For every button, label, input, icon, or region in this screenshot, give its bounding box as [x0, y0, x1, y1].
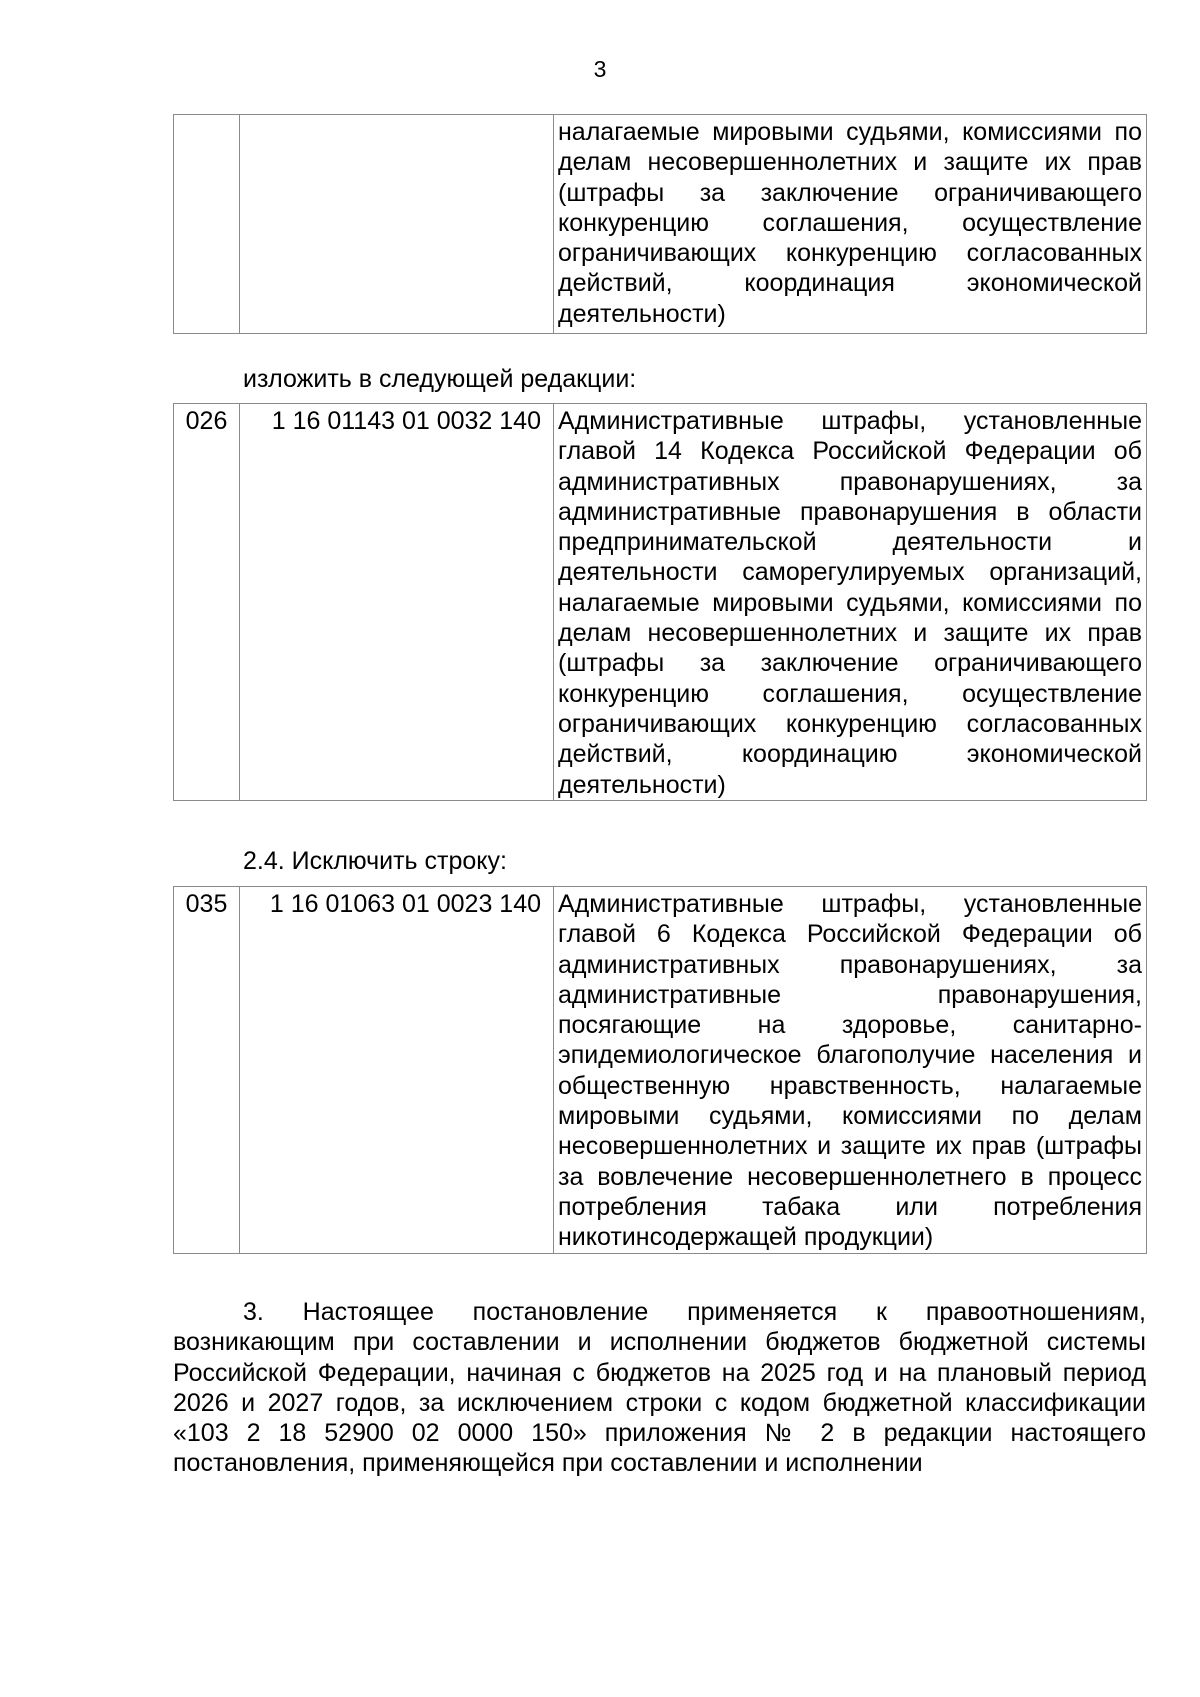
intro-new-edition: изложить в следующей редакции:	[243, 365, 637, 393]
table-excluded-row	[173, 886, 1147, 1254]
table-row	[174, 115, 1147, 334]
paragraph-3: 3. Настоящее постановление применяется к правоотношениям, возникающим при составлении и исполнении бюджетов бюджетной системы Российской Федерации, начиная с бюджетов на 2025 год и на плановый период 2026 и 2027 годов, за исключением строки с кодом бюджетной классификации «103 2 18 52900 02 0000 150» приложения № 2 в редакции настоящего постановления, применяющейся при составлении и исполнении	[173, 1298, 1146, 1478]
page-number: 3	[593, 56, 607, 82]
row-code: 026	[174, 404, 240, 801]
row-description: налагаемые мировыми судьями, комиссиями по делам несовершеннолетних и защите их прав (штрафы за заключение ограничивающего конкуренцию соглашения, осуществление ограничивающих конкуренцию согласованных действий, координация экономической деятельности)	[554, 115, 1147, 334]
row-code: 035	[174, 887, 240, 1254]
row-kbk: 1 16 01143 01 0032 140	[240, 404, 554, 801]
row-kbk	[240, 115, 554, 334]
row-kbk: 1 16 01063 01 0023 140	[240, 887, 554, 1254]
row-description: Административные штрафы, установленные главой 14 Кодекса Российской Федерации об административных правонарушениях, за административные правонарушения в области предпринимательской деятельности и деятельности саморегулируемых организаций, налагаемые мировыми судьями, комиссиями по делам несовершеннолетних и защите их прав (штрафы за заключение ограничивающего конкуренцию соглашения, осуществление ограничивающих конкуренцию согласованных действий, координацию экономической деятельности)	[554, 404, 1147, 801]
intro-exclude-row: 2.4. Исключить строку:	[243, 847, 507, 875]
row-code	[174, 115, 240, 334]
table-continued-row	[173, 114, 1147, 334]
row-description: Административные штрафы, установленные главой 6 Кодекса Российской Федерации об административных правонарушениях, за административные правонарушения, посягающие на здоровье, санитарно-эпидемиологическое благополучие населения и общественную нравственность, налагаемые мировыми судьями, комиссиями по делам несовершеннолетних и защите их прав (штрафы за вовлечение несовершеннолетнего в процесс потребления табака или потребления никотинсодержащей продукции)	[554, 887, 1147, 1254]
table-new-edition	[173, 403, 1147, 801]
table-row	[174, 404, 1147, 801]
table-row	[174, 887, 1147, 1254]
